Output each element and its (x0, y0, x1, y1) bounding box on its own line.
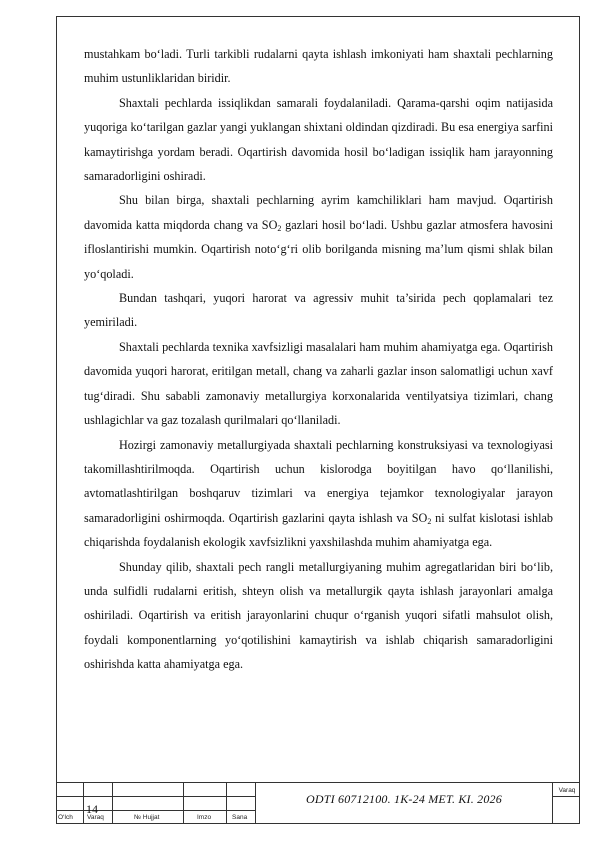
paragraph-1: mustahkam bo‘ladi. Turli tarkibli rudalarni qayta ishlash imkoniyati ham shaxtali pechlarning muhim ustunliklaridan biridir. (84, 47, 553, 86)
document-code: ODTI 60712100. 1K-24 MET. KI. 2026 (306, 792, 502, 806)
subscript-2: 2 (427, 516, 432, 526)
col-hujjat: № Hujjat (134, 814, 160, 821)
subscript-2: 2 (277, 223, 282, 233)
paragraph-6-text-after: ni sulfat kislotasi ishlab chiqarishda foydalanish ekologik xavfsizlikni yaxshilashda muhim ahamiyatga ega. (84, 510, 553, 550)
title-block (56, 782, 580, 824)
page-number: 14 (86, 802, 98, 816)
document-body (84, 42, 553, 677)
col-olch: O‘lch (58, 814, 73, 821)
paragraph-5: Shaxtali pechlarda texnika xavfsizligi masalalari ham muhim ahamiyatga ega. Oqartirish davomida yuqori harorat, eritilgan metall, chang va zaharli gazlar inson salomatligi uchun xavf tug‘diradi. Shu sababli zamonaviy metallurgiya korxonalarida ventilyatsiya tizimlari, chang ushlagichlar va gaz tozalash qurilmalari qo‘llaniladi. (84, 339, 553, 428)
paragraph-3-text-before: Shu bilan birga, shaxtali pechlarning ayrim kamchiliklari ham mavjud. Oqartirish davomida katta miqdorda chang va SO (84, 193, 553, 232)
paragraph-2: Shaxtali pechlarda issiqlikdan samarali foydalaniladi. Qarama-qarshi oqim natijasida yuqoriga ko‘tarilgan gazlar yangi yuklangan shixtani oldindan qizdiradi. Bu esa energiya sarfini kamaytirishga yordam beradi. Oqartirish davomida hosil bo‘ladigan issiqlik ham jarayonning samaradorligini oshiradi. (84, 95, 553, 184)
paragraph-3-text-after: gazlari hosil bo‘ladi. Ushbu gazlar atmosfera havosini ifloslantirishi mumkin. Oqartirish noto‘g‘ri olib borilganda misning ma’lum qismi shlak bilan yo‘qoladi. (84, 217, 553, 281)
paragraph-6-text-before: Hozirgi zamonaviy metallurgiyada shaxtali pechlarning konstruksiyasi va texnologiyasi takomillashtirilmoqda. Oqartirish uchun kislorodga boyitilgan havo qo‘llanilishi, avtomatlashtirilgan boshqaruv tizimlari va energiya tejamkor texnologiyalar jarayon samaradorligini oshirmoqda. Oqartirish gazlarini qayta ishlash va SO (84, 437, 553, 525)
paragraph-6 (84, 433, 553, 555)
col-imzo: Imzo (197, 814, 212, 821)
col-sana: Sana (232, 814, 248, 821)
varaq-header: Varaq (558, 787, 576, 794)
paragraph-3 (84, 188, 553, 286)
col-varaq: Varaq (87, 814, 104, 821)
paragraph-4: Bundan tashqari, yuqori harorat va agressiv muhit ta’sirida pech qoplamalari tez yemiriladi. (84, 291, 553, 330)
paragraph-7: Shunday qilib, shaxtali pech rangli metallurgiyaning muhim agregatlaridan biri bo‘lib, unda sulfidli rudalarni eritish, shteyn olish va metallurgik qayta ishlash jarayonlari amalga oshiriladi. Oqartirish va eritish jarayonlarini chuqur o‘rganish yuqori sifatli mahsulot olish, foydali komponentlarning yo‘qotilishini kamaytirish va ishlab chiqarish samaradorligini oshirishda katta ahamiyatga ega. (84, 559, 553, 672)
